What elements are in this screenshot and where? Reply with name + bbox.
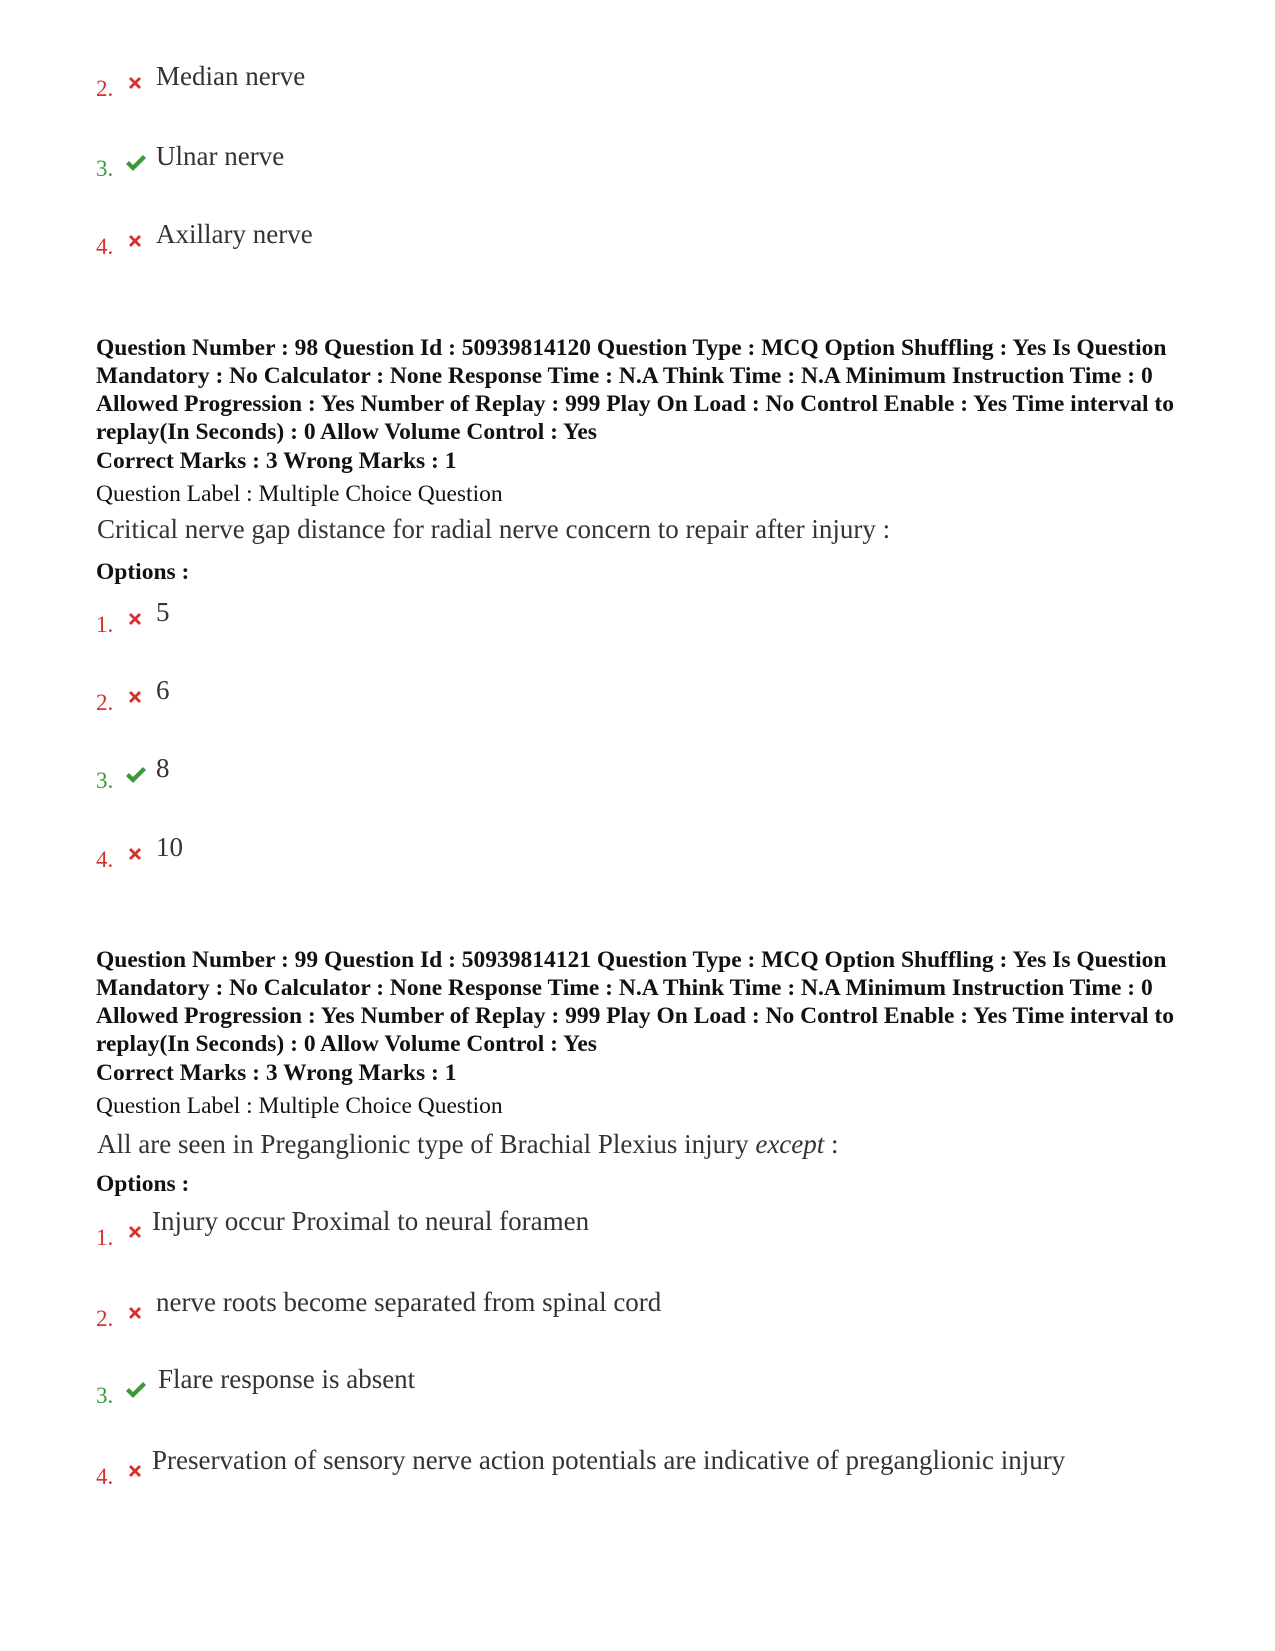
- cross-mark-icon: [124, 1221, 146, 1243]
- option-text: Flare response is absent: [158, 1364, 416, 1394]
- question-text-tail: :: [824, 1129, 839, 1159]
- cross-mark-icon: [124, 72, 146, 94]
- option-item: [96, 752, 1196, 792]
- option-text: 10: [156, 832, 183, 862]
- option-text: Ulnar nerve: [156, 141, 285, 171]
- cross-mark-icon: [124, 1460, 146, 1482]
- option-item: [96, 60, 1196, 100]
- option-item: [96, 1444, 1196, 1489]
- option-text: Injury occur Proximal to neural foramen: [152, 1206, 590, 1236]
- option-item: [96, 1363, 1196, 1408]
- question-marks: Correct Marks : 3 Wrong Marks : 1: [96, 448, 457, 474]
- option-item: [96, 140, 1196, 180]
- option-text: nerve roots become separated from spinal cord: [156, 1287, 662, 1317]
- option-number: 3.: [96, 156, 114, 181]
- options-heading: Options :: [96, 559, 190, 585]
- option-number: 1.: [96, 1225, 114, 1250]
- option-number: 4.: [96, 847, 114, 872]
- option-number: 3.: [96, 768, 114, 793]
- question-text: [97, 1128, 839, 1160]
- option-number: 1.: [96, 612, 114, 637]
- question-meta: Question Number : 99 Question Id : 50939814121 Question Type : MCQ Option Shuffling : Yes Is Question Mandatory : No Calculator : None Response Time : N.A Think Time : N.A Minimum Instruction Time : 0 Allowed Progression : Yes Number of Replay : 999 Play On Load : No Control Enable : Yes Time interval to replay(In Seconds) : 0 Allow Volume Control : Yes: [96, 947, 1174, 1057]
- question-marks: Correct Marks : 3 Wrong Marks : 1: [96, 1060, 457, 1086]
- option-text: Preservation of sensory nerve action potentials are indicative of preganglionic injury: [152, 1445, 1066, 1475]
- options-heading: Options :: [96, 1171, 190, 1197]
- option-text: Median nerve: [156, 61, 306, 91]
- option-number: 3.: [96, 1383, 114, 1408]
- option-number: 2.: [96, 1306, 114, 1331]
- cross-mark-icon: [124, 1302, 146, 1324]
- option-item: [96, 831, 1196, 871]
- option-text: 5: [156, 597, 170, 627]
- cross-mark-icon: [124, 843, 146, 865]
- option-item: [96, 218, 1196, 258]
- check-mark-icon: [124, 152, 146, 174]
- cross-mark-icon: [124, 230, 146, 252]
- option-text: 8: [156, 753, 170, 783]
- option-number: 4.: [96, 1464, 114, 1489]
- option-number: 2.: [96, 690, 114, 715]
- option-text: Axillary nerve: [156, 219, 313, 249]
- option-item: [96, 1286, 1196, 1331]
- option-item: [96, 1205, 1196, 1250]
- question-meta: Question Number : 98 Question Id : 50939814120 Question Type : MCQ Option Shuffling : Yes Is Question Mandatory : No Calculator : None Response Time : N.A Think Time : N.A Minimum Instruction Time : 0 Allowed Progression : Yes Number of Replay : 999 Play On Load : No Control Enable : Yes Time interval to replay(In Seconds) : 0 Allow Volume Control : Yes: [96, 335, 1174, 445]
- check-mark-icon: [124, 1379, 146, 1401]
- option-item: [96, 674, 1196, 714]
- cross-mark-icon: [124, 686, 146, 708]
- option-number: 2.: [96, 76, 114, 101]
- option-number: 4.: [96, 234, 114, 259]
- question-text-main: All are seen in Preganglionic type of Brachial Plexius injury: [97, 1129, 756, 1159]
- question-label: Question Label : Multiple Choice Question: [96, 481, 503, 507]
- question-text-emphasis: except: [755, 1129, 825, 1159]
- check-mark-icon: [124, 764, 146, 786]
- cross-mark-icon: [124, 608, 146, 630]
- question-label: Question Label : Multiple Choice Question: [96, 1093, 503, 1119]
- option-text: 6: [156, 675, 170, 705]
- option-item: [96, 596, 1196, 636]
- question-text: Critical nerve gap distance for radial nerve concern to repair after injury :: [97, 514, 891, 544]
